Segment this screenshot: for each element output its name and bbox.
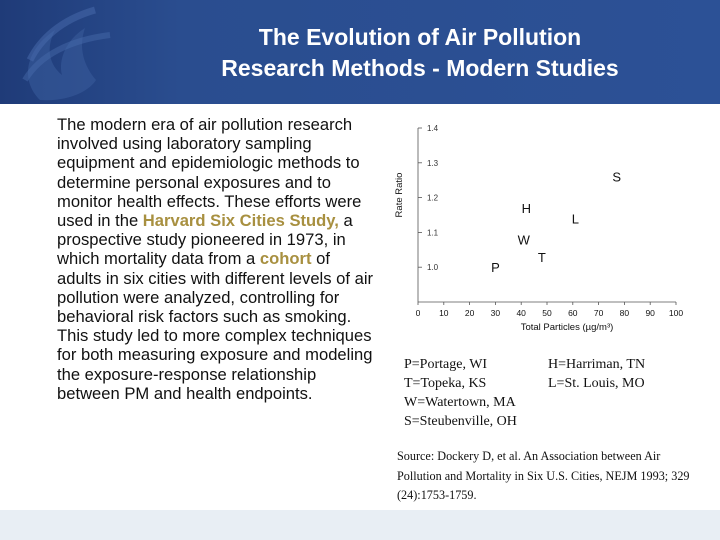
- data-point-t: T: [537, 249, 546, 265]
- legend-st-louis: L=St. Louis, MO: [548, 376, 645, 391]
- source-citation: Source: Dockery D, et al. An Association between Air Pollution and Mortality in Six U.S. Cities, NEJM 1993; 329 (24):1753-1759.: [397, 449, 690, 502]
- legend-steubenville: S=Steubenville, OH: [404, 414, 517, 429]
- slide-title: [120, 22, 720, 84]
- x-tick-label: 10: [439, 308, 449, 318]
- y-tick-label: 1.1: [427, 228, 439, 238]
- legend-portage: P=Portage, WI: [404, 357, 488, 372]
- y-tick-label: 1.2: [427, 193, 439, 203]
- x-tick-label: 30: [490, 308, 501, 318]
- y-tick-label: 1.3: [427, 158, 439, 168]
- x-tick-label: 50: [542, 308, 552, 318]
- y-tick-label: 1.0: [427, 263, 439, 273]
- data-point-p: P: [491, 260, 500, 276]
- legend-topeka: T=Topeka, KS: [404, 376, 487, 391]
- data-point-s: S: [612, 169, 621, 185]
- x-tick-label: 60: [568, 308, 578, 318]
- data-point-l: L: [571, 211, 579, 227]
- body-text-end: of adults in six cities with different levels of air pollution were analyzed, controlling for behavioral risk factors such as smoking. This study led to more complex techniques for both measuring exposure and modeling the exposure-response relationship between PM and health endpoints.: [57, 249, 374, 403]
- city-legend: [404, 355, 694, 431]
- title-line-1: The Evolution of Air Pollution: [258, 24, 582, 50]
- data-point-h: H: [521, 201, 532, 217]
- title-bar: [0, 0, 720, 104]
- x-tick-label: 80: [619, 308, 630, 318]
- x-tick-label: 0: [415, 308, 421, 318]
- body-paragraph: [57, 115, 377, 403]
- body-text-mid: a prospective study pioneered in 1973, in which mortality data from a: [57, 211, 353, 269]
- x-tick-label: 40: [516, 308, 526, 318]
- x-tick-label: 90: [645, 308, 655, 318]
- scatter-plot: [388, 120, 688, 342]
- y-tick-label: 1.4: [427, 124, 439, 133]
- x-tick-label: 20: [464, 308, 475, 318]
- y-axis-label: Rate Ratio: [394, 172, 405, 218]
- data-point-w: W: [517, 232, 530, 248]
- title-line-2: Research Methods - Modern Studies: [221, 55, 619, 81]
- harvard-study-highlight: Harvard Six Cities Study,: [142, 211, 339, 231]
- legend-watertown: W=Watertown, MA: [404, 395, 516, 410]
- body-text-intro: The modern era of air pollution research involved using laboratory sampling equipment and epidemiologic methods to determine personal exposures and to monitor health effects. These efforts were used in the: [57, 115, 362, 231]
- cohort-highlight: cohort: [259, 249, 312, 269]
- x-tick-label: 100: [668, 308, 684, 318]
- rate-ratio-chart: [388, 120, 688, 342]
- x-axis-label: Total Particles (µg/m³): [520, 322, 614, 333]
- x-tick-label: 70: [593, 308, 604, 318]
- flame-logo-icon: [0, 0, 130, 104]
- legend-harriman: H=Harriman, TN: [548, 357, 646, 372]
- footer-band: [0, 510, 720, 540]
